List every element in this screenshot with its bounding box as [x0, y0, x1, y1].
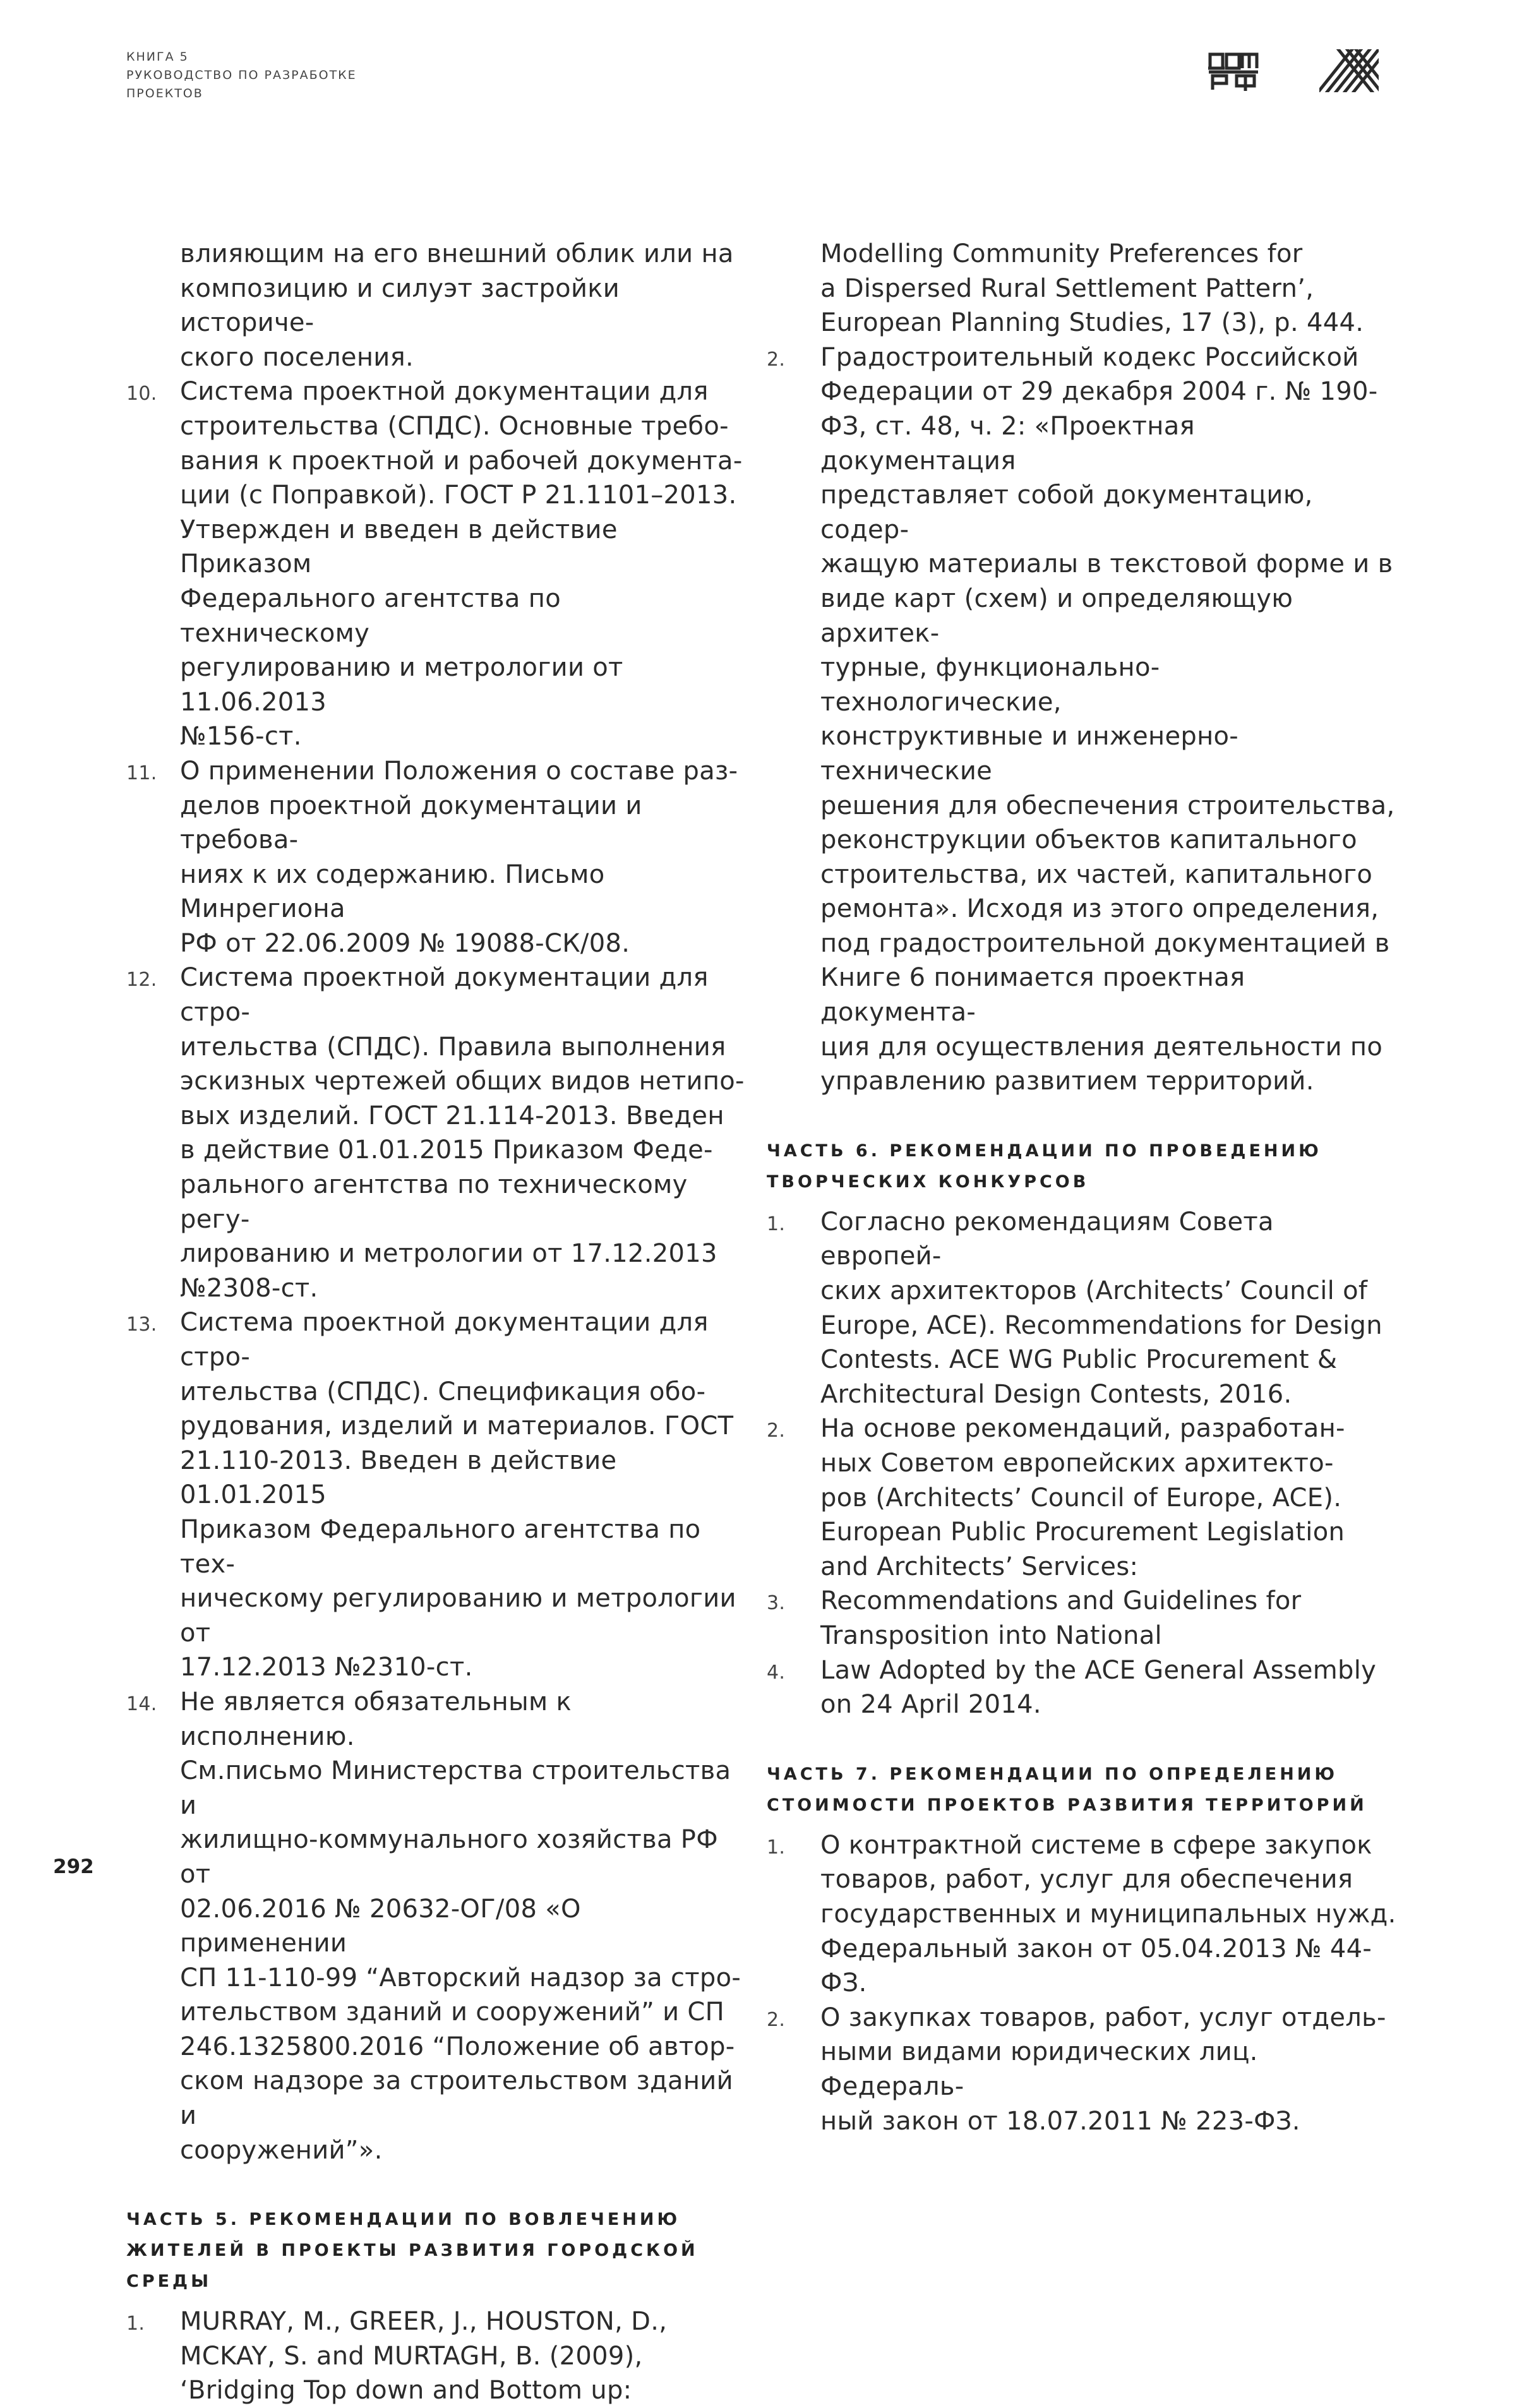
- section-6-heading: ЧАСТЬ 6. РЕКОМЕНДАЦИИ ПО ПРОВЕДЕНИЮ ТВОРЧЕСКИХ КОНКУРСОВ: [767, 1141, 1322, 1192]
- left-column: [126, 237, 745, 2408]
- footnote-14: 14. Не является обязательным к исполнению. См.письмо Министерства строительства и жилищно-коммунального хозяйства РФ от 02.06.2016 № 20632-ОГ/08 «О применении СП 11-110-99 “Авторский надзор за стро- ительством зданий и сооружений” и СП 246.1325800.2016 “Положение об автор- ском надзоре за строительством зданий и сооружений”».: [126, 1687, 741, 2165]
- section-6-footnote-2: 2. На основе рекомендаций, разработан- ных Советом европейских архитекто- ров (Architects’ Council of Europe, ACE). European Public Procurement Legislation and Architects’ Services:: [767, 1414, 1345, 1581]
- running-header: [126, 48, 357, 103]
- header-title-1: РУКОВОДСТВО ПО РАЗРАБОТКЕ: [126, 68, 357, 82]
- section-6-footnote-1: 1. Согласно рекомендациям Совета европей- ских архитекторов (Architects’ Council of Europe, ACE). Recommendations for Design Contests. ACE WG Public Procurement & Architectural Design Contests, 2016.: [767, 1207, 1382, 1409]
- footnote-12: 12. Система проектной документации для стро- ительства (СПДС). Правила выполнения эскизных чертежей общих видов нетипо- вых изделий. ГОСТ 21.114-2013. Введен в действие 01.01.2015 Приказом Феде- рального агентства по техническому регу- лированию и метрологии от 17.12.2013 №2308-ст.: [126, 963, 745, 1303]
- section-5-footnote-1: 1. MURRAY, M., GREER, J., HOUSTON, D., MCKAY, S. and MURTAGH, B. (2009), ‘Bridging Top down and Bottom up:: [126, 2307, 668, 2405]
- section-6-footnote-4: 4. Law Adopted by the ACE General Assembly on 24 April 2014.: [767, 1655, 1377, 1720]
- footnote-11: 11. О применении Положения о составе раз- делов проектной документации и требова- ниях к их содержанию. Письмо Минрегиона РФ от 22.06.2009 № 19088-СК/08.: [126, 756, 738, 958]
- section-5-heading: ЧАСТЬ 5. РЕКОМЕНДАЦИИ ПО ВОВЛЕЧЕНИЮ ЖИТЕЛЕЙ В ПРОЕКТЫ РАЗВИТИЯ ГОРОДСКОЙ СРЕДЫ: [126, 2210, 699, 2292]
- page-number: 292: [53, 1855, 94, 1878]
- section-5-footnote-2: 2. Градостроительный кодекс Российской Федерации от 29 декабря 2004 г. № 190- ФЗ, ст. 48, ч. 2: «Проектная документация представляет собой документацию, содер- жащую материалы в текстовой форме и в виде карт (схем) и определяющую архитек- турные, функционально-технологические, конструктивные и инженерно-технические решения для обеспечения строительства, реконструкции объектов капитального строительства, их частей, капитального ремонта». Исходя из этого определения, под градостроительной документацией в Книге 6 понимается проектная документа- ция для осуществления деятельности по управлению развитием территорий.: [767, 342, 1395, 1096]
- footnote-13: 13. Система проектной документации для стро- ительства (СПДС). Спецификация обо- рудования, изделий и материалов. ГОСТ 21.110-2013. Введен в действие 01.01.2015 Приказом Федерального агентства по тех- ническому регулированию и метрологии от 17.12.2013 №2310-ст.: [126, 1308, 736, 1682]
- continued-reference: Modelling Community Preferences for a Dispersed Rural Settlement Pattern’, European Planning Studies, 17 (3), p. 444.: [820, 239, 1364, 338]
- dom-rf-logo: [1208, 49, 1259, 92]
- section-7-heading: ЧАСТЬ 7. РЕКОМЕНДАЦИИ ПО ОПРЕДЕЛЕНИЮ СТОИМОСТИ ПРОЕКТОВ РАЗВИТИЯ ТЕРРИТОРИЙ: [767, 1764, 1367, 1815]
- section-6-footnote-3: 3. Recommendations and Guidelines for Transposition into National: [767, 1586, 1302, 1650]
- pattern-logo: [1319, 49, 1379, 92]
- right-column: [767, 237, 1398, 2138]
- section-7-footnote-2: 2. О закупках товаров, работ, услуг отдель- ными видами юридических лиц. Федераль- ный закон от 18.07.2011 № 223-ФЗ.: [767, 2003, 1386, 2136]
- section-7-footnote-1: 1. О контрактной системе в сфере закупок товаров, работ, услуг для обеспечения государственных и муниципальных нужд. Федеральный закон от 05.04.2013 № 44-ФЗ.: [767, 1830, 1396, 1998]
- footnote-10: 10. Система проектной документации для строительства (СПДС). Основные требо- вания к проектной и рабочей документа- ции (с Поправкой). ГОСТ Р 21.1101–2013. Утвержден и введен в действие Приказом Федерального агентства по техническому регулированию и метрологии от 11.06.2013 №156-ст.: [126, 377, 743, 752]
- header-book: КНИГА 5: [126, 50, 189, 64]
- continued-paragraph: влияющим на его внешний облик или на композицию и силуэт застройки историче- ского поселения.: [180, 239, 734, 372]
- header-title-2: ПРОЕКТОВ: [126, 87, 203, 100]
